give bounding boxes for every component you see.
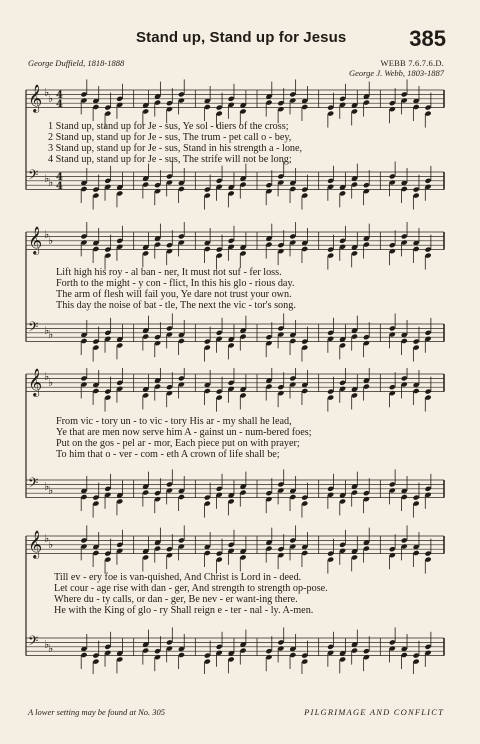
bass-staff — [26, 469, 444, 517]
key-signature-flat-icon: ♭ — [44, 532, 50, 545]
lyric-line: 3 Stand up, stand up for Je - sus, Stand in his strength a - lone, — [48, 143, 303, 154]
key-signature-flat-icon: ♭ — [44, 480, 50, 493]
hymn-title: Stand up, Stand up for Jesus — [136, 29, 347, 46]
lyric-line: Forth to the might - y con - flict, In this his glo - rious day. — [56, 278, 295, 289]
lyric-line: From vic - tory un - to vic - tory His ar - my shall he lead, — [56, 416, 292, 427]
lyric-line: Lift high his roy - al ban - ner, It must not suf - fer loss. — [56, 267, 282, 278]
key-signature-flat-icon: ♭ — [44, 86, 50, 99]
lyric-line: Let cour - age rise with dan - ger, And strength to strength op-pose. — [54, 583, 328, 594]
treble-clef-icon: 𝄞 — [28, 84, 43, 112]
time-signature: 4 — [56, 90, 63, 101]
key-signature-flat-icon: ♭ — [44, 228, 50, 241]
bass-clef-icon: 𝄢 — [28, 475, 39, 494]
lyric-line: 2 Stand up, stand up for Je - sus, The trum - pet call o - bey, — [48, 132, 292, 143]
key-signature-flat-icon: ♭ — [48, 234, 54, 247]
bass-staff — [26, 161, 444, 209]
time-signature: 4 — [56, 172, 63, 183]
footer-note: A lower setting may be found at No. 305 — [28, 707, 166, 717]
treble-staff — [26, 222, 444, 270]
composer: George J. Webb, 1803-1887 — [349, 68, 444, 78]
treble-clef-icon: 𝄞 — [28, 226, 43, 254]
lyric-line: He with the King of glo - ry Shall reign e - ter - nal - ly. A-men. — [54, 605, 314, 616]
key-signature-flat-icon: ♭ — [48, 484, 54, 497]
treble-clef-icon: 𝄞 — [28, 368, 43, 396]
key-signature-flat-icon: ♭ — [48, 538, 54, 551]
key-signature-flat-icon: ♭ — [44, 370, 50, 383]
music-system-4 — [0, 524, 480, 674]
lyric-line: This day the noise of bat - tle, The next the vic - tor's song. — [56, 300, 296, 311]
lyric-line: Till ev - ery foe is van-quished, And Christ is Lord in - deed. — [54, 572, 302, 583]
bass-clef-icon: 𝄢 — [28, 633, 39, 652]
key-signature-flat-icon: ♭ — [48, 92, 54, 105]
lyric-line: Where du - ty calls, or dan - ger, Be nev - er want-ing there. — [54, 594, 298, 605]
time-signature: 4 — [56, 99, 63, 110]
hymn-header — [0, 0, 480, 80]
time-signature: 4 — [56, 181, 63, 192]
key-signature-flat-icon: ♭ — [44, 172, 50, 185]
key-signature-flat-icon: ♭ — [44, 638, 50, 651]
lyric-line: Put on the gos - pel ar - mor, Each piece put on with prayer; — [56, 438, 300, 449]
key-signature-flat-icon: ♭ — [48, 376, 54, 389]
lyric-line: To him that o - ver - com - eth A crown of life shall be; — [56, 449, 280, 460]
music-system-3 — [0, 368, 480, 518]
lyric-line: The arm of flesh will fail you, Ye dare not trust your own. — [56, 289, 292, 300]
treble-staff — [26, 525, 444, 573]
key-signature-flat-icon: ♭ — [48, 642, 54, 655]
key-signature-flat-icon: ♭ — [48, 328, 54, 341]
treble-clef-icon: 𝄞 — [28, 530, 43, 558]
music-system-2 — [0, 222, 480, 362]
text-author: George Duffield, 1818-1888 — [28, 58, 125, 68]
bass-staff — [26, 313, 444, 361]
key-signature-flat-icon: ♭ — [48, 176, 54, 189]
tune-name: WEBB 7.6.7.6.D. — [380, 58, 444, 68]
treble-staff — [26, 368, 444, 412]
hymn-number: 385 — [409, 26, 446, 51]
bass-staff — [26, 627, 444, 674]
lyric-line: Ye that are men now serve him A - gainst un - num-bered foes; — [56, 427, 312, 438]
lyric-line: 1 Stand up, stand up for Je - sus, Ye sol - diers of the cross; — [48, 121, 289, 132]
key-signature-flat-icon: ♭ — [44, 324, 50, 337]
bass-clef-icon: 𝄢 — [28, 167, 39, 186]
bass-clef-icon: 𝄢 — [28, 319, 39, 338]
lyric-line: 4 Stand up, stand up for Je - sus, The strife will not be long; — [48, 154, 292, 165]
music-system-1 — [0, 78, 480, 218]
section-name: PILGRIMAGE AND CONFLICT — [304, 707, 444, 717]
